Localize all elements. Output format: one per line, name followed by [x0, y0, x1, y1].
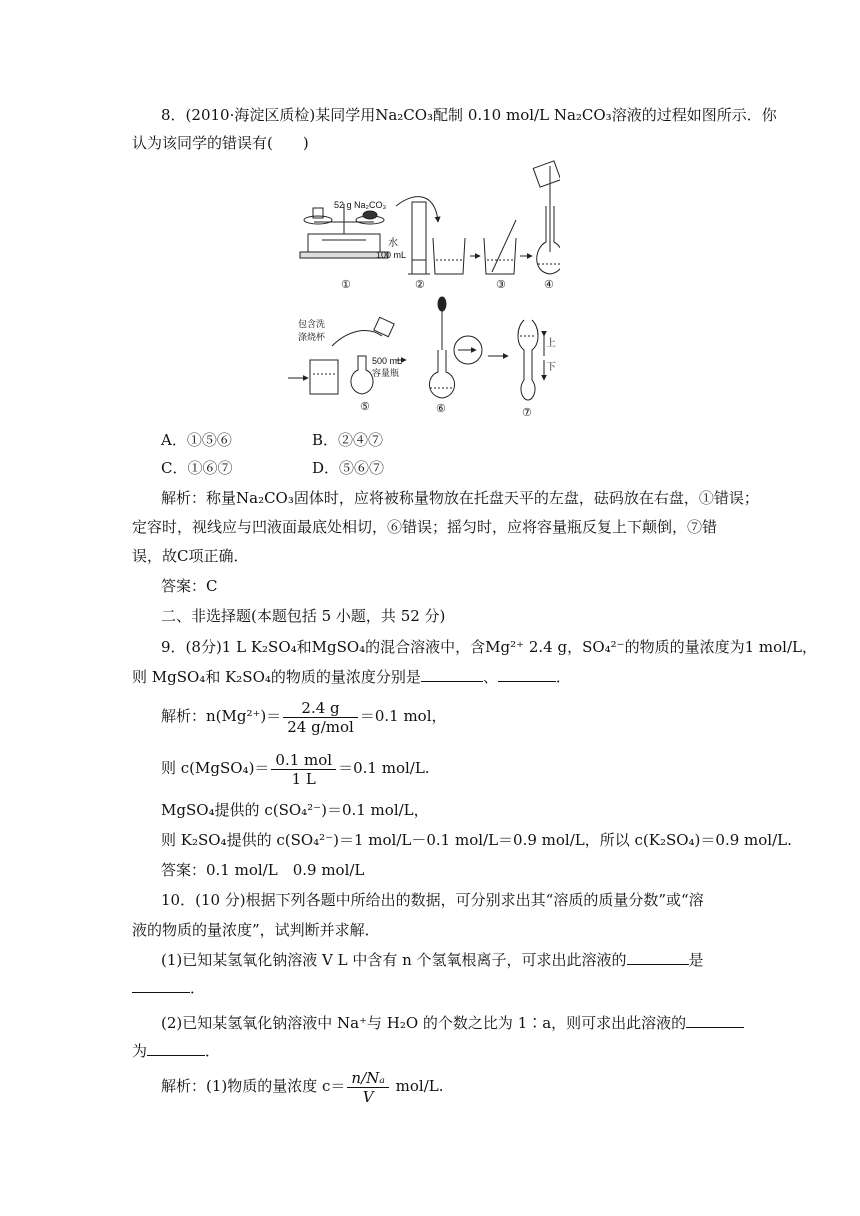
- section-2-heading: 二、非选择题(本题包括 5 小题，共 52 分): [161, 607, 446, 625]
- analysis8-line-3: 误，故C项正确．: [132, 547, 249, 565]
- q10-frac-den: V: [362, 1087, 374, 1106]
- step-label-7: ⑦: [522, 407, 532, 419]
- step-label-6: ⑥: [436, 403, 446, 415]
- step-label-5: ⑤: [360, 401, 370, 413]
- q9-frac2-num: 0.1 mol: [271, 751, 336, 770]
- q9-line-mg: MgSO₄提供的 c(SO₄²⁻)＝0.1 mol/L，: [161, 801, 429, 819]
- cylinder-icon: [408, 202, 430, 274]
- option-d: D．⑤⑥⑦: [312, 459, 385, 477]
- balance-icon: [300, 204, 388, 258]
- q10-part-2-cont: [132, 1041, 220, 1061]
- q9-solution-c: [161, 750, 430, 788]
- q9-blank-2[interactable]: [498, 667, 556, 682]
- q10-fraction: [347, 1069, 388, 1106]
- q10-p1-stem: (1)已知某氢氧化钠溶液 V L 中含有 n 个氢氧根离子，可求出此溶液的: [161, 951, 627, 969]
- analysis8-line-1: 解析：称量Na₂CO₃固体时，应将被称量物放在托盘天平的左盘，砝码放在右盘，①错误；: [161, 489, 759, 507]
- q9-sol-suffix: ＝0.1 mol，: [359, 707, 447, 725]
- q9-fraction-1: [283, 699, 358, 736]
- option-b: B．②④⑦: [312, 431, 384, 449]
- q10-line-2: 液的物质的量浓度”，试判断并求解．: [132, 921, 380, 939]
- q9-frac2-den: 1 L: [291, 769, 316, 788]
- q8-line-1: 8．(2010·海淀区质检)某同学用Na₂CO₃配制 0.10 mol/L Na₂CO₃溶液的过程如图所示．你: [161, 106, 777, 124]
- volume-label: 100 mL: [376, 250, 407, 260]
- q10-p1-blank-2[interactable]: [132, 978, 190, 993]
- bottle-icon: [310, 360, 338, 394]
- q9-frac1-den: 24 g/mol: [287, 717, 354, 736]
- q10-p1-connector: 是: [688, 951, 704, 969]
- answer-8: 答案：C: [161, 577, 218, 595]
- q10-part-1: [161, 950, 704, 970]
- flask-label-1: 500 mL: [372, 356, 403, 366]
- answer-9: 答案：0.1 mol/L 0.9 mol/L: [161, 861, 365, 879]
- flask-label-2: 容量瓶: [372, 368, 400, 378]
- option-c: C．①⑥⑦: [161, 459, 233, 477]
- q10-p2-stem: (2)已知某氢氧化钠溶液中 Na⁺与 H₂O 的个数之比为 1∶a，则可求出此溶液的: [161, 1014, 687, 1032]
- q9-fraction-2: [271, 751, 336, 788]
- wash-label-2: 涤烧杯: [298, 332, 326, 342]
- down-label: 下: [546, 362, 556, 373]
- analysis8-line-2: 定容时，视线应与凹液面最底处相切，⑥错误；摇匀时，应将容量瓶反复上下颠倒，⑦错: [132, 518, 718, 536]
- q10-frac-num: n/Nₐ: [347, 1069, 388, 1088]
- q10-part-2: [161, 1013, 744, 1033]
- q10-p2-period: ．: [205, 1042, 221, 1060]
- water-label: 水: [388, 238, 398, 249]
- q9-period: ．: [555, 668, 571, 686]
- up-label: 上: [546, 338, 556, 349]
- q10-sol-prefix: 解析：(1)物质的量浓度 c＝: [161, 1077, 346, 1095]
- mass-label: 52 g Na₂CO₃: [334, 200, 387, 210]
- q9-sol-prefix: 解析：n(Mg²⁺)＝: [161, 707, 282, 725]
- q9-stem: 则 MgSO₄和 K₂SO₄的物质的量浓度分别是: [132, 668, 421, 686]
- q10-p2-connector: 为: [132, 1042, 148, 1060]
- q10-p1-blank-1[interactable]: [627, 950, 689, 965]
- q10-p2-blank-2[interactable]: [147, 1041, 205, 1056]
- step-label-3: ③: [496, 279, 506, 291]
- q9-line-2: [132, 667, 571, 687]
- q9-c-suffix: ＝0.1 mol/L.: [338, 759, 430, 777]
- step-label-1: ①: [341, 279, 351, 291]
- q9-solution-n: [161, 698, 447, 736]
- q9-frac1-num: 2.4 g: [283, 699, 358, 718]
- q9-line-k: 则 K₂SO₄提供的 c(SO₄²⁻)＝1 mol/L－0.1 mol/L＝0.9 mol/L，所以 c(K₂SO₄)＝0.9 mol/L.: [161, 831, 792, 849]
- q9-separator: 、: [482, 668, 498, 686]
- option-a: A．①⑤⑥: [161, 431, 232, 449]
- wash-label-1: 包含洗: [298, 319, 326, 329]
- step-label-4: ④: [544, 279, 554, 291]
- q10-part-1-cont: [132, 978, 205, 998]
- q10-sol-suffix: mol/L.: [390, 1077, 444, 1095]
- experiment-figure: [288, 160, 560, 422]
- q10-line-1: 10．(10 分)根据下列各题中所给出的数据，可分别求出其“溶质的质量分数”或“溶: [161, 891, 704, 909]
- q10-p1-period: ．: [190, 979, 206, 997]
- step-label-2: ②: [415, 279, 425, 291]
- q10-p2-blank-1[interactable]: [686, 1013, 744, 1028]
- q10-solution: [161, 1068, 444, 1106]
- q9-c-prefix: 则 c(MgSO₄)＝: [161, 759, 270, 777]
- q8-line-2: 认为该同学的错误有( ): [132, 134, 309, 152]
- q9-blank-1[interactable]: [421, 667, 483, 682]
- q9-line-1: 9．(8分)1 L K₂SO₄和MgSO₄的混合溶液中，含Mg²⁺ 2.4 g，SO₄²⁻的物质的量浓度为1 mol/L，: [161, 638, 817, 656]
